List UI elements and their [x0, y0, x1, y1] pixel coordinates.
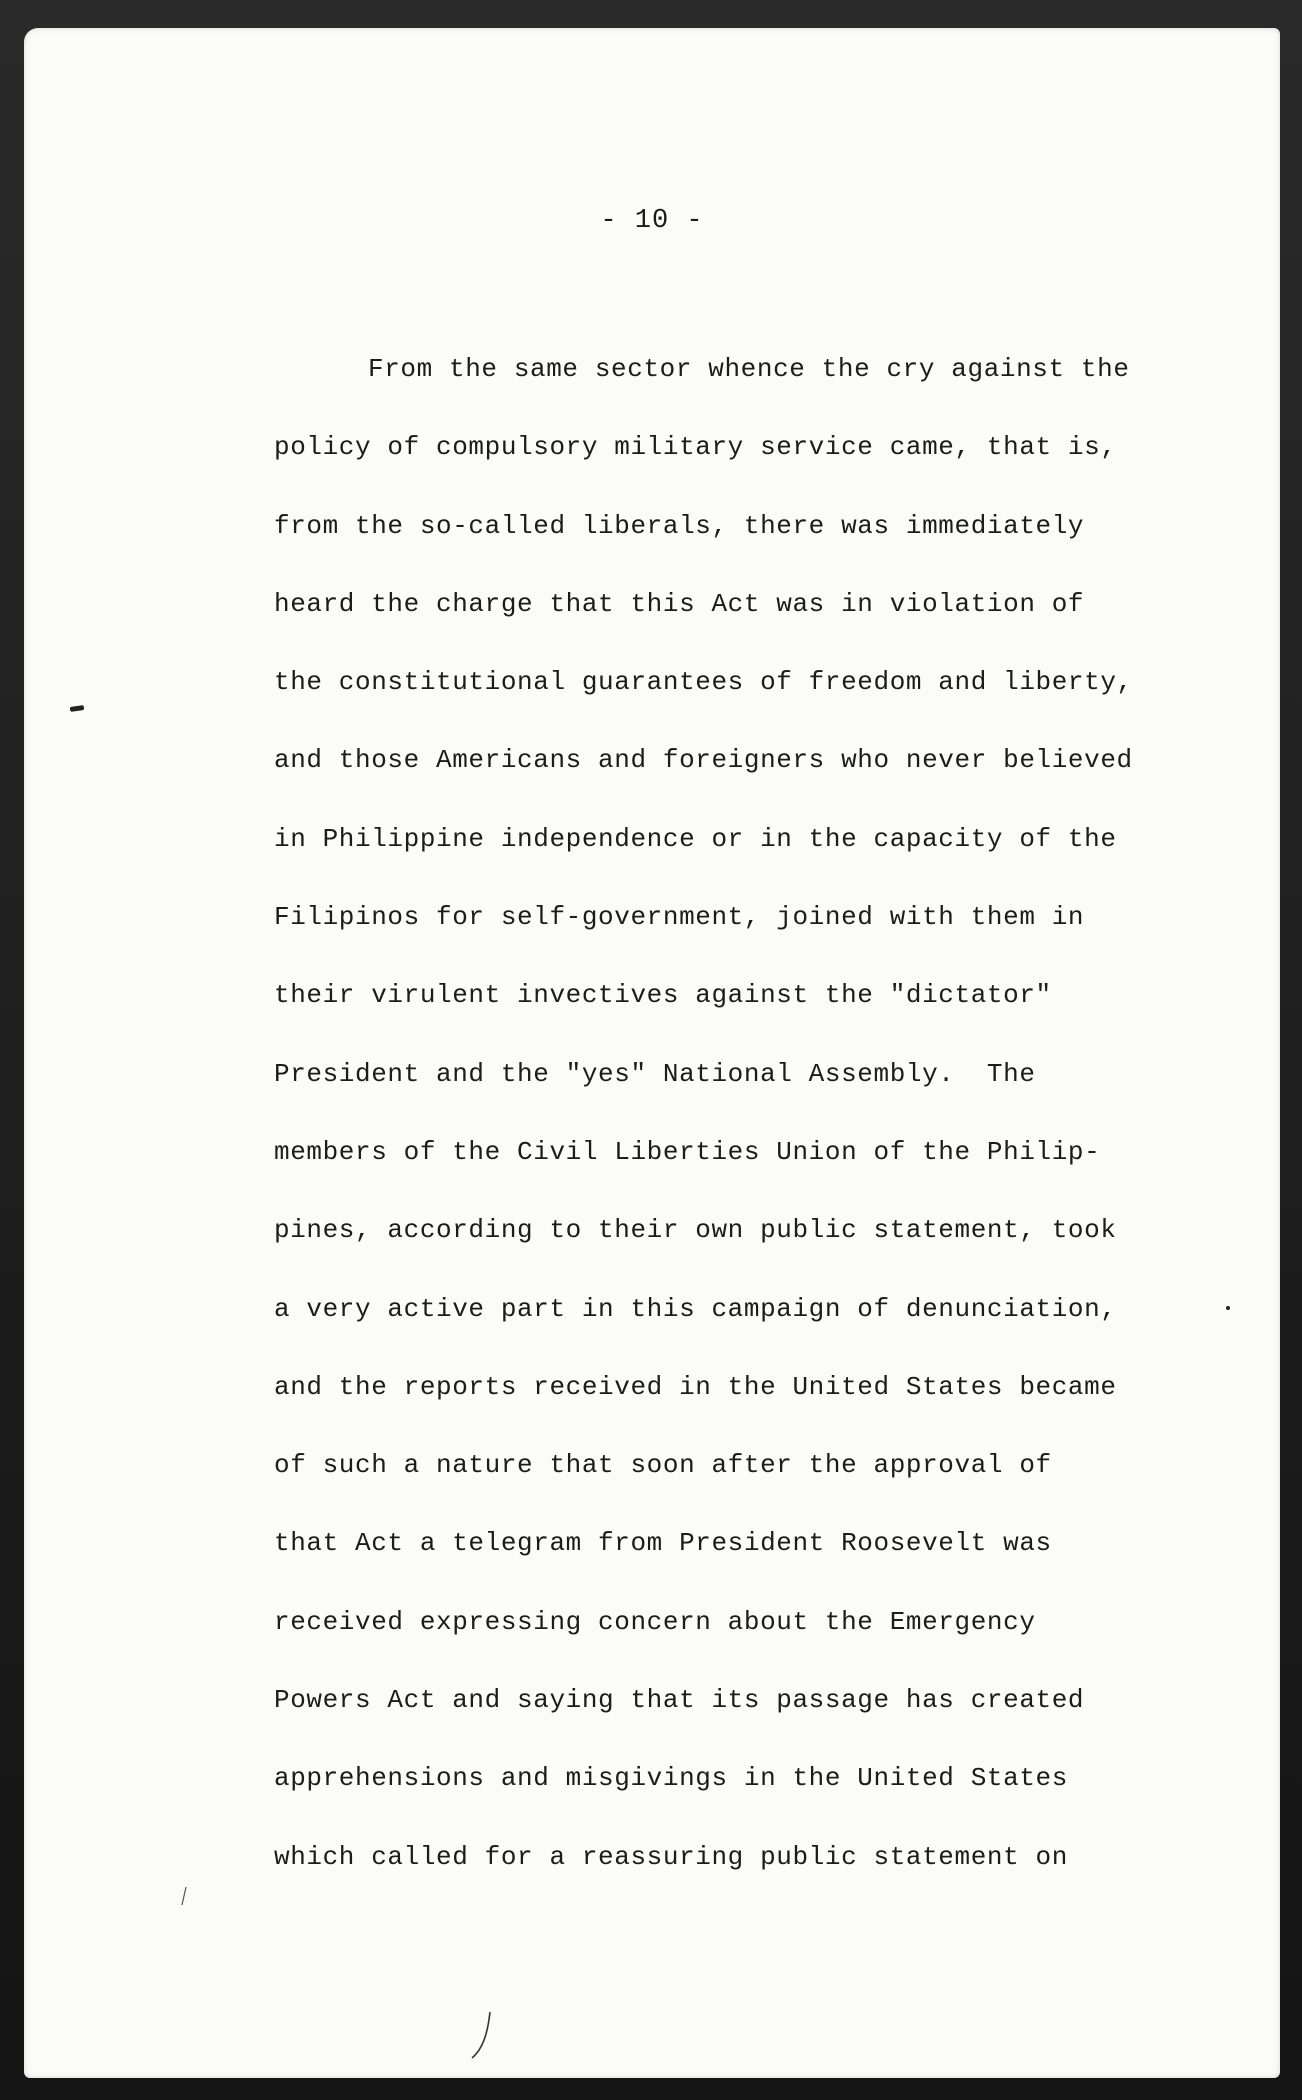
- document-page: [24, 28, 1280, 2078]
- text-line: pines, according to their own public statement, took: [274, 1215, 1117, 1246]
- text-line: and the reports received in the United States became: [274, 1371, 1117, 1402]
- text-line: in Philippine independence or in the capacity of the: [274, 823, 1117, 854]
- text-line: and those Americans and foreigners who never believed: [274, 745, 1133, 776]
- text-line: heard the charge that this Act was in violation of: [274, 588, 1085, 619]
- text-line: Filipinos for self-government, joined with them in: [274, 902, 1085, 933]
- text-line: President and the "yes" National Assembly. The: [274, 1058, 1036, 1089]
- margin-pencil-tick: [180, 1886, 188, 1906]
- text-line: their virulent invectives against the "dictator": [274, 980, 1052, 1011]
- page-number: - 10 -: [600, 206, 704, 236]
- text-line: of such a nature that soon after the approval of: [274, 1450, 1052, 1481]
- text-line: received expressing concern about the Emergency: [274, 1606, 1036, 1637]
- text-line: From the same sector whence the cry against the: [368, 354, 1130, 384]
- text-line: which called for a reassuring public statement on: [274, 1841, 1068, 1872]
- margin-ink-dot: [1226, 1306, 1230, 1310]
- text-line: that Act a telegram from President Roosevelt was: [274, 1528, 1052, 1559]
- text-line: a very active part in this campaign of denunciation,: [274, 1293, 1117, 1324]
- text-line: policy of compulsory military service came, that is,: [274, 432, 1117, 463]
- text-line: members of the Civil Liberties Union of the Philip-: [274, 1136, 1101, 1167]
- body-paragraph: [274, 330, 1174, 1896]
- text-line: from the so-called liberals, there was immediately: [274, 510, 1085, 541]
- text-line: Powers Act and saying that its passage has created: [274, 1685, 1085, 1716]
- text-line: apprehensions and misgivings in the United States: [274, 1763, 1068, 1794]
- text-line: the constitutional guarantees of freedom and liberty,: [274, 667, 1133, 698]
- bottom-pen-stroke: [470, 2010, 494, 2060]
